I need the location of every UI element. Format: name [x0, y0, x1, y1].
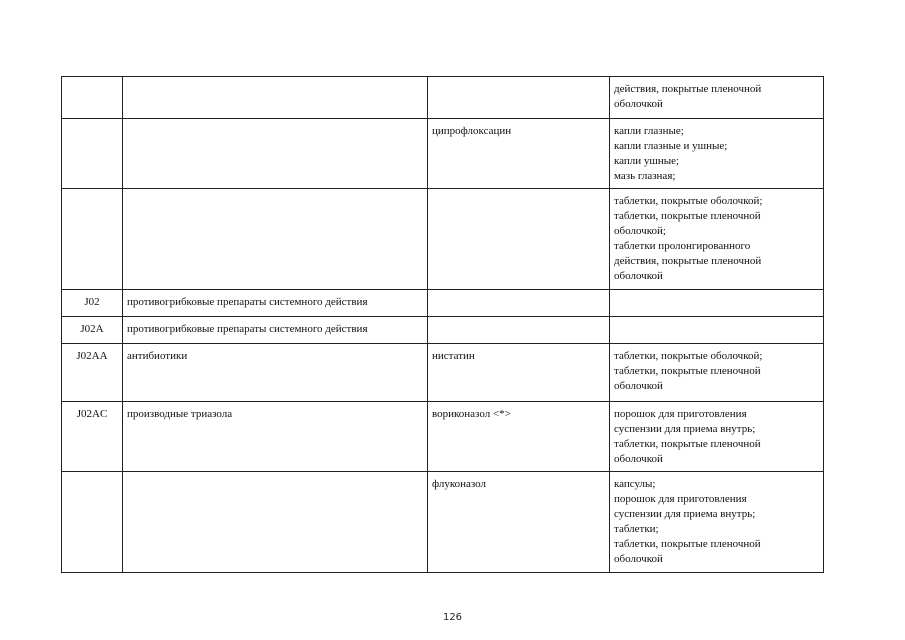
table-body — [62, 77, 824, 573]
cell-drug-name — [428, 317, 610, 344]
cell-atc-code: J02 — [62, 290, 123, 317]
cell-atc-group: противогрибковые препараты системного действия — [123, 290, 428, 317]
cell-dosage-forms — [610, 472, 824, 573]
cell-atc-group — [123, 189, 428, 290]
dosage-form-line: таблетки, покрытые оболочкой; — [614, 350, 763, 362]
dosage-form-line: таблетки пролонгированного — [614, 240, 751, 252]
dosage-form-line: оболочкой — [614, 553, 663, 565]
dosage-form-line: оболочкой — [614, 380, 663, 392]
cell-dosage-forms — [610, 119, 824, 189]
cell-drug-name — [428, 290, 610, 317]
dosage-form-line: таблетки, покрытые пленочной — [614, 538, 761, 550]
dosage-form-line: порошок для приготовления — [614, 493, 747, 505]
cell-drug-name — [428, 77, 610, 119]
cell-atc-code: J02AA — [62, 344, 123, 402]
dosage-form-line: мазь глазная; — [614, 170, 676, 182]
dosage-form-line: оболочкой — [614, 98, 663, 110]
cell-atc-group: противогрибковые препараты системного действия — [123, 317, 428, 344]
cell-drug-name: вориконазол <*> — [428, 402, 610, 472]
cell-atc-code — [62, 189, 123, 290]
cell-atc-group — [123, 119, 428, 189]
cell-atc-group — [123, 77, 428, 119]
dosage-form-line: капли глазные и ушные; — [614, 140, 728, 152]
dosage-form-line: таблетки, покрытые пленочной — [614, 438, 761, 450]
cell-atc-group: антибиотики — [123, 344, 428, 402]
cell-atc-group — [123, 472, 428, 573]
table-row — [62, 189, 824, 290]
table-row — [62, 472, 824, 573]
dosage-form-line: капсулы; — [614, 478, 656, 490]
table-row — [62, 290, 824, 317]
cell-atc-group: производные триазола — [123, 402, 428, 472]
cell-drug-name: ципрофлоксацин — [428, 119, 610, 189]
cell-dosage-forms — [610, 189, 824, 290]
cell-atc-code: J02A — [62, 317, 123, 344]
dosage-form-line: оболочкой; — [614, 225, 666, 237]
cell-dosage-forms — [610, 402, 824, 472]
cell-atc-code — [62, 77, 123, 119]
dosage-form-line: капли ушные; — [614, 155, 680, 167]
dosage-form-line: действия, покрытые пленочной — [614, 83, 762, 95]
dosage-form-line: оболочкой — [614, 453, 663, 465]
cell-dosage-forms — [610, 77, 824, 119]
dosage-form-line: таблетки, покрытые пленочной — [614, 210, 761, 222]
cell-dosage-forms — [610, 344, 824, 402]
dosage-form-line: капли глазные; — [614, 125, 684, 137]
drug-table — [61, 76, 824, 573]
table-row — [62, 317, 824, 344]
table-row — [62, 402, 824, 472]
dosage-form-line: суспензии для приема внутрь; — [614, 423, 756, 435]
cell-dosage-forms — [610, 317, 824, 344]
cell-atc-code: J02AC — [62, 402, 123, 472]
cell-drug-name — [428, 189, 610, 290]
cell-drug-name: флуконазол — [428, 472, 610, 573]
dosage-form-line: оболочкой — [614, 270, 663, 282]
cell-dosage-forms — [610, 290, 824, 317]
dosage-form-line: порошок для приготовления — [614, 408, 747, 420]
dosage-form-line: действия, покрытые пленочной — [614, 255, 762, 267]
table-row — [62, 344, 824, 402]
page-number: 126 — [442, 612, 463, 623]
dosage-form-line: таблетки, покрытые пленочной — [614, 365, 761, 377]
dosage-form-line: таблетки; — [614, 523, 659, 535]
cell-atc-code — [62, 472, 123, 573]
cell-drug-name: нистатин — [428, 344, 610, 402]
dosage-form-line: таблетки, покрытые оболочкой; — [614, 195, 763, 207]
table-row — [62, 77, 824, 119]
dosage-form-line: суспензии для приема внутрь; — [614, 508, 756, 520]
table-row — [62, 119, 824, 189]
cell-atc-code — [62, 119, 123, 189]
